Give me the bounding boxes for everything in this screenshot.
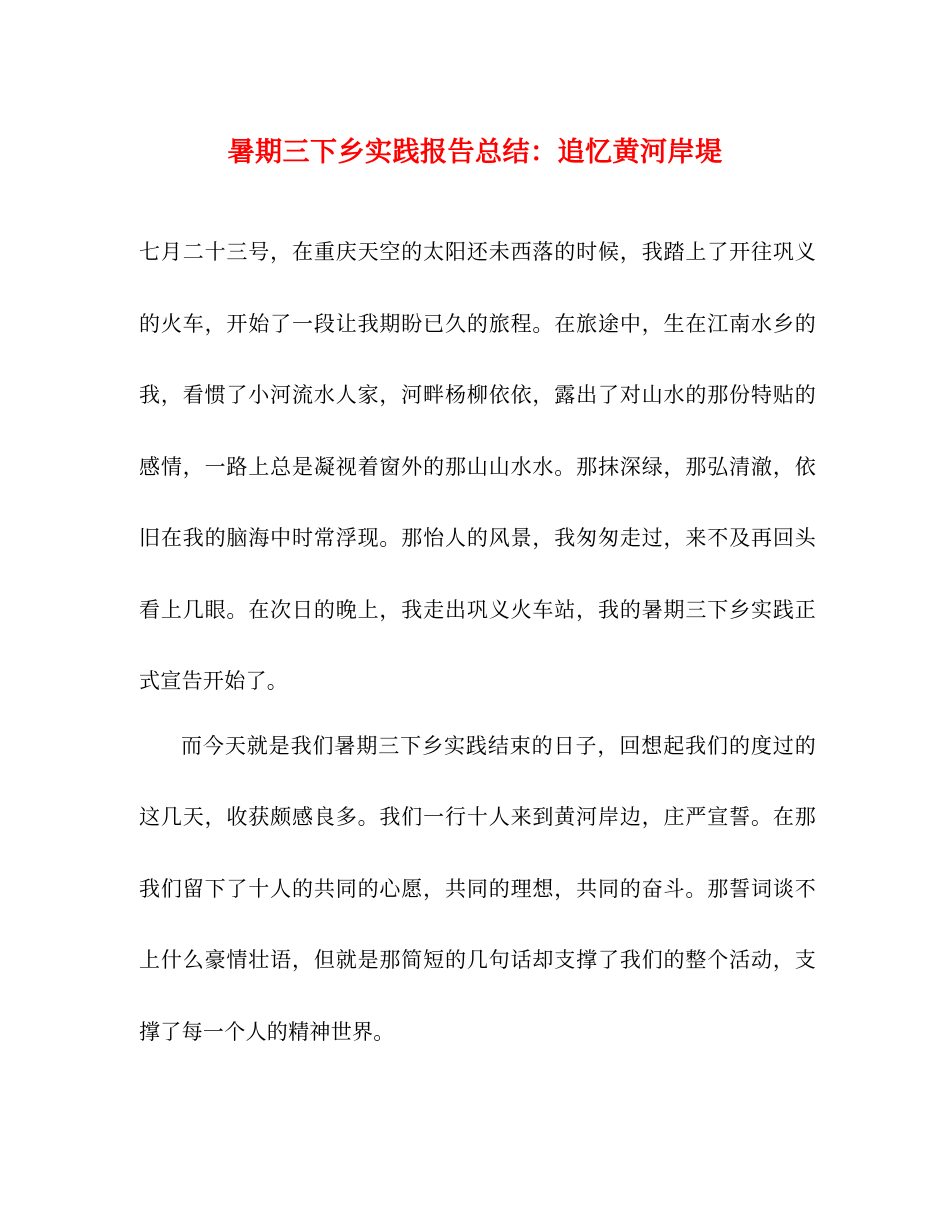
document-body xyxy=(139,217,816,1068)
document-title: 暑期三下乡实践报告总结：追忆黄河岸堤 xyxy=(227,137,723,168)
paragraph-1: 七月二十三号，在重庆天空的太阳还未西落的时候，我踏上了开往巩义的火车，开始了一段让我期盼已久的旅程。在旅途中，生在江南水乡的我，看惯了小河流水人家，河畔杨柳依依，露出了对山水的那份特贴的感情，一路上总是凝视着窗外的那山山水水。那抹深绿，那弘清澈，依旧在我的脑海中时常浮现。那怡人的风景，我匆匆走过，来不及再回头看上几眼。在次日的晚上，我走出巩义火车站，我的暑期三下乡实践正式宣告开始了。 xyxy=(139,240,816,693)
paragraph-2: 而今天就是我们暑期三下乡实践结束的日子，回想起我们的度过的这几天，收获颇感良多。我们一行十人来到黄河岸边，庄严宣誓。在那我们留下了十人的共同的心愿，共同的理想，共同的奋斗。那誓词谈不上什么豪情壮语，但就是那简短的几句话却支撑了我们的整个活动，支撑了每一个人的精神世界。 xyxy=(139,733,816,1044)
